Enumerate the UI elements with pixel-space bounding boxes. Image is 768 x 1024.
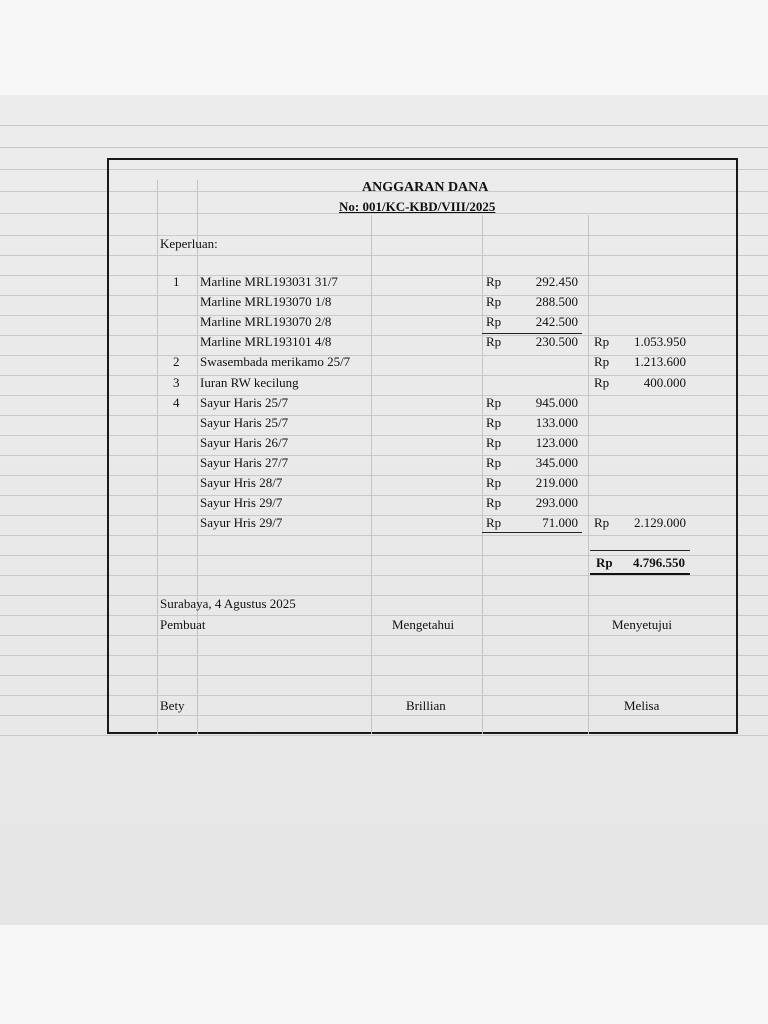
item-amount: 133.000 xyxy=(535,415,578,430)
item-amount: 345.000 xyxy=(535,455,578,470)
amount-currency: Rp xyxy=(486,515,502,530)
item-subtotal: 1.213.600 xyxy=(634,354,686,369)
total-underline xyxy=(590,573,690,575)
subtotal-currency: Rp xyxy=(594,375,610,390)
amount-currency: Rp xyxy=(486,334,502,349)
total-top-line xyxy=(590,550,690,551)
column-divider xyxy=(197,180,198,734)
signatory-bety: Bety xyxy=(160,698,185,713)
total-currency: Rp xyxy=(596,555,613,570)
role-pembuat: Pembuat xyxy=(160,617,206,632)
item-amount: 292.450 xyxy=(535,274,578,289)
item-description: Sayur Haris 27/7 xyxy=(200,455,289,470)
item-description: Iuran RW kecilung xyxy=(200,375,299,390)
underline xyxy=(482,333,582,334)
subtotal-currency: Rp xyxy=(594,334,610,349)
item-subtotal: 2.129.000 xyxy=(634,515,686,530)
item-amount: 242.500 xyxy=(535,314,578,329)
item-description: Sayur Haris 25/7 xyxy=(200,395,289,410)
section-label: Keperluan: xyxy=(160,236,218,251)
column-divider xyxy=(482,215,483,734)
item-subtotal: 400.000 xyxy=(643,375,686,390)
amount-currency: Rp xyxy=(486,395,502,410)
item-description: Marline MRL193070 1/8 xyxy=(200,294,332,309)
column-divider xyxy=(588,215,589,734)
document-number: No: 001/KC-KBD/VIII/2025 xyxy=(339,199,496,214)
item-description: Marline MRL193101 4/8 xyxy=(200,334,332,349)
item-amount: 123.000 xyxy=(535,435,578,450)
role-mengetahui: Mengetahui xyxy=(392,617,455,632)
item-subtotal: 1.053.950 xyxy=(634,334,686,349)
item-amount: 219.000 xyxy=(535,475,578,490)
amount-currency: Rp xyxy=(486,475,502,490)
item-description: Marline MRL193031 31/7 xyxy=(200,274,338,289)
document-title: ANGGARAN DANA xyxy=(362,180,489,195)
amount-currency: Rp xyxy=(486,435,502,450)
item-description: Sayur Hris 28/7 xyxy=(200,475,283,490)
total-amount: 4.796.550 xyxy=(633,555,685,570)
item-description: Swasembada merikamo 25/7 xyxy=(200,354,351,369)
item-number: 4 xyxy=(173,395,180,410)
item-amount: 945.000 xyxy=(535,395,578,410)
amount-currency: Rp xyxy=(486,314,502,329)
column-divider xyxy=(371,215,372,734)
signatory-melisa: Melisa xyxy=(624,698,660,713)
item-number: 3 xyxy=(173,375,180,390)
subtotal-currency: Rp xyxy=(594,354,610,369)
item-description: Sayur Hris 29/7 xyxy=(200,495,283,510)
item-amount: 71.000 xyxy=(542,515,578,530)
place-date: Surabaya, 4 Agustus 2025 xyxy=(160,596,296,611)
column-divider xyxy=(157,180,158,734)
item-number: 2 xyxy=(173,354,180,369)
amount-currency: Rp xyxy=(486,294,502,309)
item-amount: 288.500 xyxy=(535,294,578,309)
item-amount: 230.500 xyxy=(535,334,578,349)
item-description: Sayur Hris 29/7 xyxy=(200,515,283,530)
role-menyetujui: Menyetujui xyxy=(612,617,672,632)
item-description: Sayur Haris 26/7 xyxy=(200,435,289,450)
amount-currency: Rp xyxy=(486,274,502,289)
item-description: Marline MRL193070 2/8 xyxy=(200,314,332,329)
underline xyxy=(482,532,582,533)
amount-currency: Rp xyxy=(486,415,502,430)
signatory-brillian: Brillian xyxy=(406,698,446,713)
amount-currency: Rp xyxy=(486,455,502,470)
subtotal-currency: Rp xyxy=(594,515,610,530)
item-amount: 293.000 xyxy=(535,495,578,510)
item-description: Sayur Haris 25/7 xyxy=(200,415,289,430)
amount-currency: Rp xyxy=(486,495,502,510)
item-number: 1 xyxy=(173,274,180,289)
